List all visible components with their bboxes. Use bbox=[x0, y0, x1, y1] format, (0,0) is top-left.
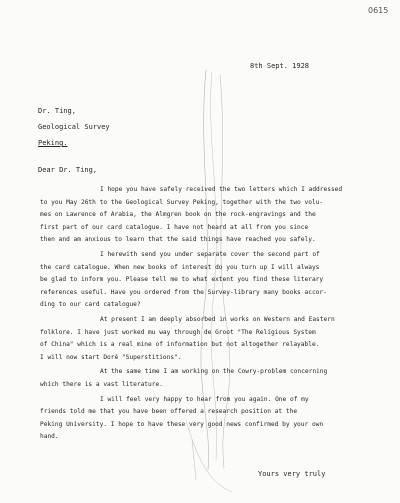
body-line: hand. bbox=[40, 433, 59, 441]
closing: Yours very truly bbox=[258, 470, 326, 478]
paragraph-1 bbox=[40, 184, 385, 247]
letter-date: 8th Sept. 1928 bbox=[250, 62, 310, 70]
archive-number: 0615 bbox=[368, 6, 389, 15]
letter-body bbox=[40, 184, 385, 446]
body-line: be glad to inform you. Please tell me to what extent you find these literary bbox=[40, 276, 324, 284]
paragraph-3 bbox=[40, 314, 385, 364]
body-line: friends told me that you have been offered a research position at the bbox=[40, 408, 298, 416]
body-line: which there is a vast literature. bbox=[40, 380, 163, 388]
body-line: Peking University. I hope to have these very good news confirmed by your own bbox=[40, 420, 324, 428]
body-line: mes on Lawrence of Arabia, the Almgren book on the rock-engravings and the bbox=[40, 211, 316, 219]
body-line: references useful. Have you ordered from the Survey-library many books accor- bbox=[40, 288, 327, 296]
paragraph-5 bbox=[40, 394, 385, 444]
paragraph-2 bbox=[40, 249, 385, 312]
body-line: folklore. I have just worked mu way through de Groot "The Religious System bbox=[40, 328, 316, 336]
recipient-name: Dr. Ting, bbox=[38, 107, 76, 115]
body-line: At the same time I am working on the Cowry-problem concerning bbox=[100, 368, 328, 376]
body-line: ding to our card catalogue? bbox=[40, 301, 141, 309]
paragraph-4 bbox=[40, 366, 385, 391]
salutation: Dear Dr. Ting, bbox=[38, 166, 98, 174]
body-line: I herewith send you under separate cover the second part of bbox=[100, 250, 320, 258]
body-line: of China" which is a real mine of information but not altogether relayable. bbox=[40, 341, 320, 349]
body-line: I will feel very happy to hear from you again. One of my bbox=[100, 395, 309, 403]
recipient-address bbox=[38, 103, 110, 151]
body-line: At present I am deeply absorbed in works on Western and Eastern bbox=[100, 315, 335, 323]
body-line: I hope you have safely received the two letters which I addressed bbox=[100, 186, 343, 193]
body-line: then and am anxious to learn that the said things have reached you safely. bbox=[40, 236, 316, 244]
recipient-institution: Geological Survey bbox=[38, 123, 110, 131]
body-line: the card catalogue. When new books of interest do you turn up I will always bbox=[40, 263, 320, 271]
recipient-city: Peking. bbox=[38, 139, 68, 147]
body-line: I will now start Doré "Superstitions". bbox=[40, 353, 182, 361]
body-line: first part of our card catalogue. I have not heard at all from you since bbox=[40, 223, 309, 231]
body-line: to you May 26th to the Geological Survey Peking, together with the two volu- bbox=[40, 198, 324, 206]
